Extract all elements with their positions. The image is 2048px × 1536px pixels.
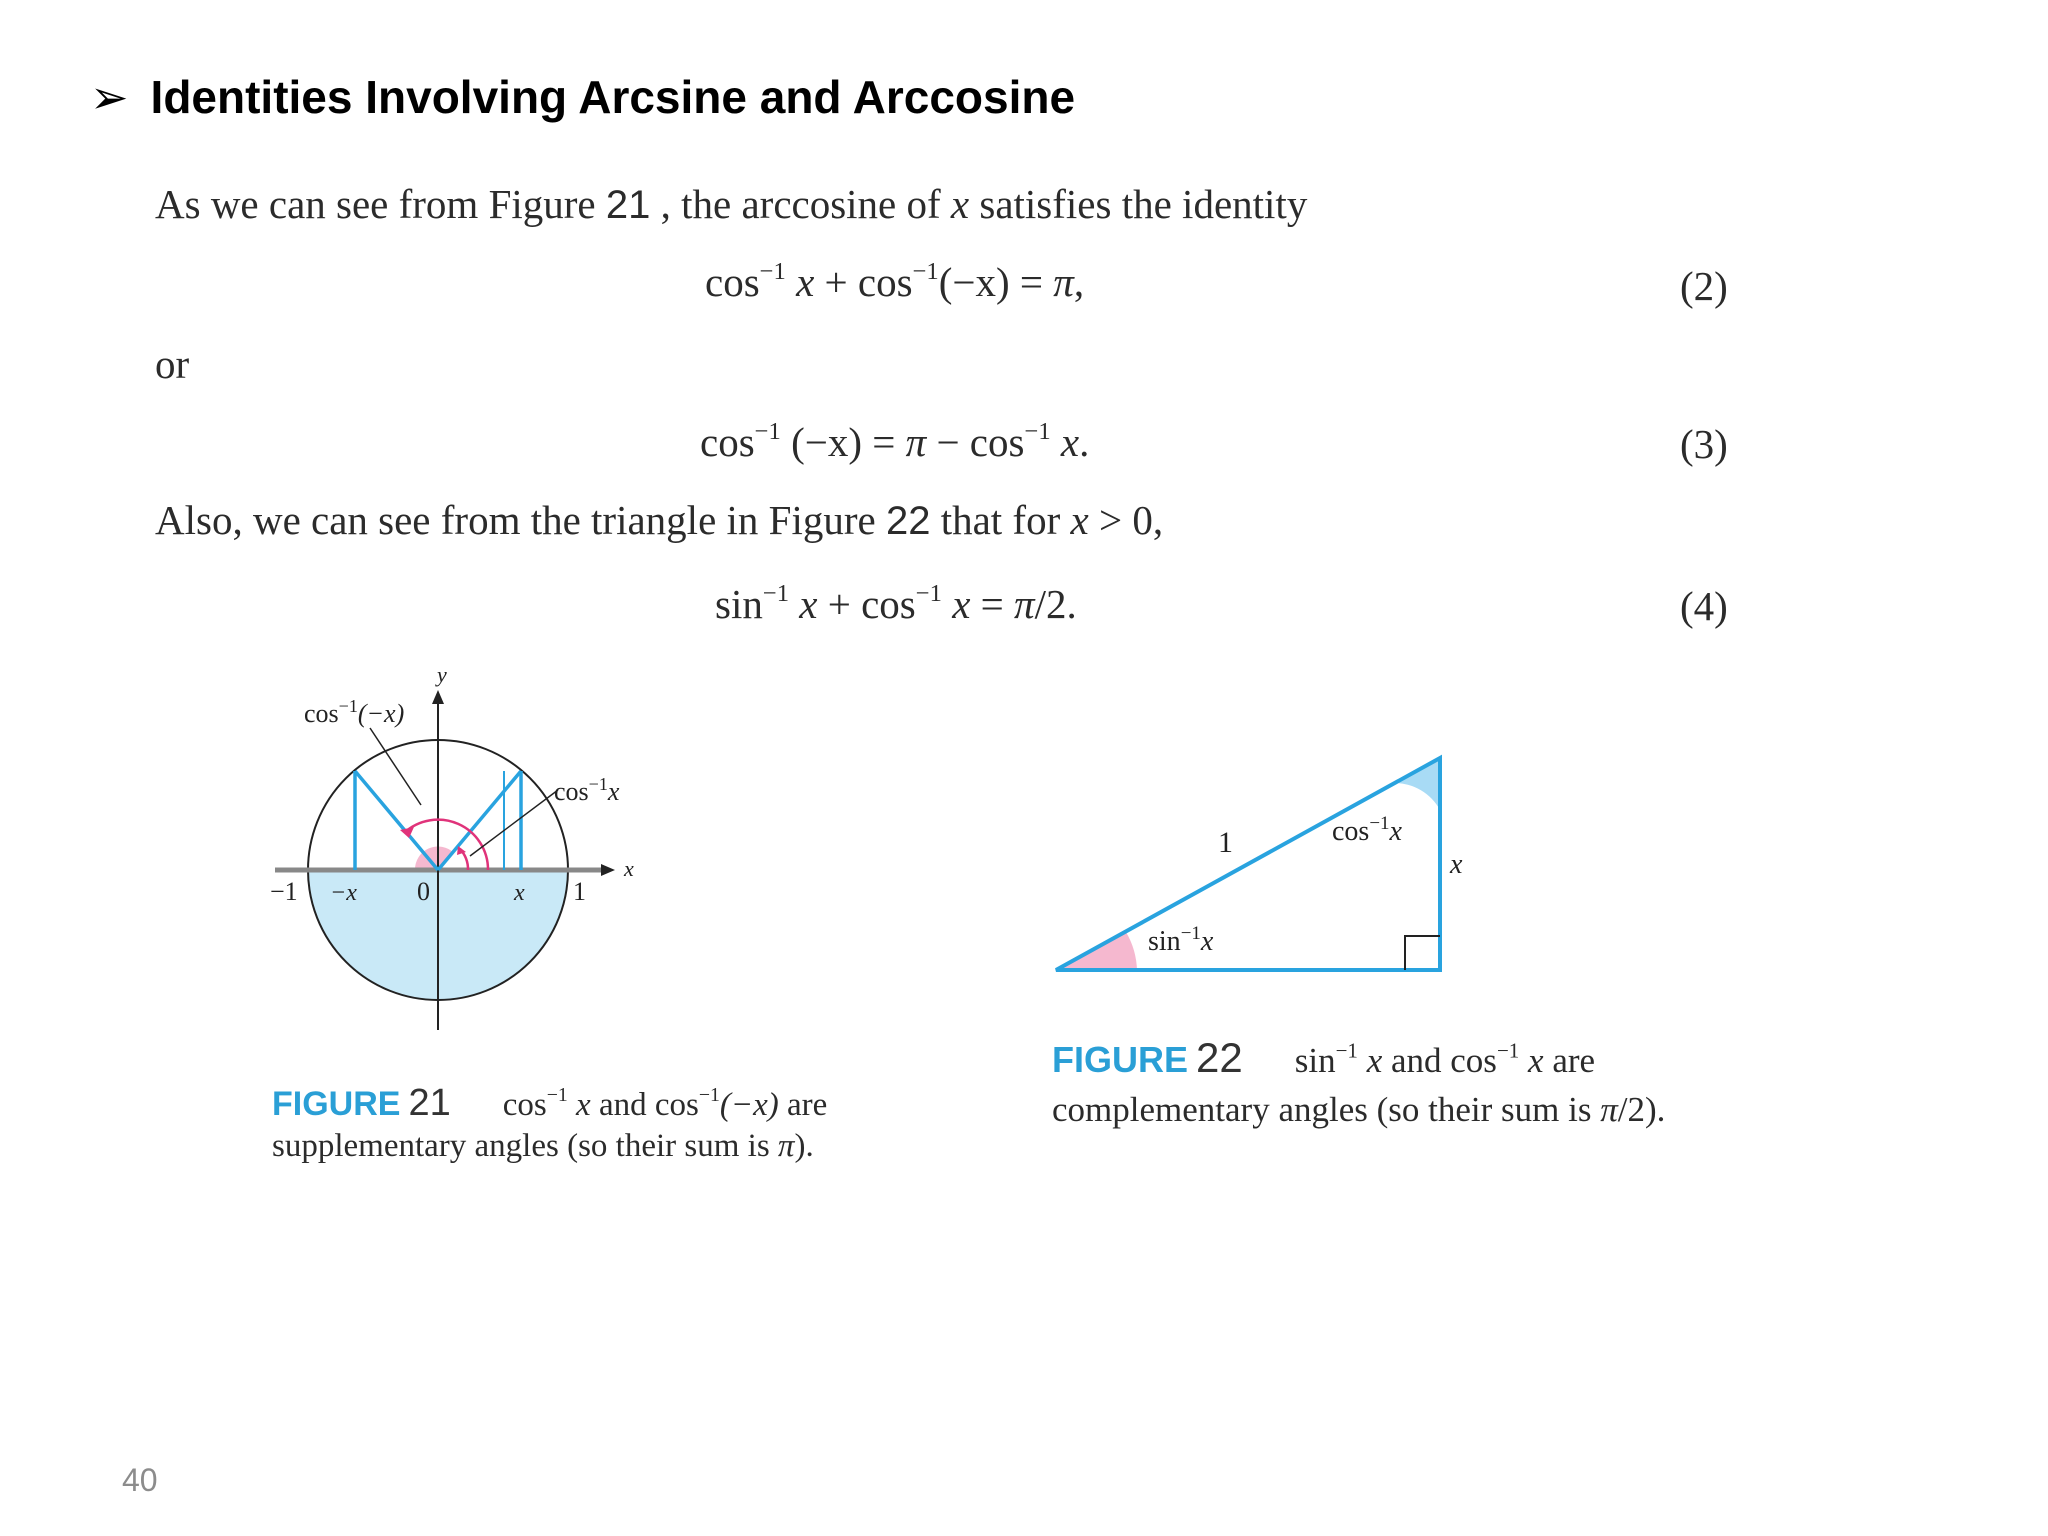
also-text-2: that for [930, 497, 1071, 543]
fig21-cap-cos: cos [502, 1087, 547, 1123]
intro-text: As we can see from Figure [155, 181, 606, 227]
fig22-cap-sin: sin [1294, 1041, 1336, 1080]
figure-22-caption-line-1 [1052, 1034, 1595, 1082]
eq3-x: x [1060, 419, 1080, 465]
fig22-cap-x: x [1366, 1041, 1383, 1080]
eq2-pi: π [1053, 259, 1074, 305]
equation-3 [700, 418, 1089, 466]
right-triangle [1056, 758, 1440, 970]
eq4-x2: x [952, 581, 971, 627]
minus-x-tick: −x [330, 880, 357, 906]
fig22-cap-pi: π [1600, 1090, 1618, 1129]
eq2-tail: , [1073, 259, 1085, 305]
equation-3-number: (3) [1680, 421, 1728, 467]
fig22-cap-exp: −1 [1335, 1038, 1358, 1063]
also-cond: > 0, [1088, 497, 1164, 543]
or-text: or [155, 341, 190, 387]
eq2-exp-2: −1 [912, 257, 939, 285]
eq4-tail: /2. [1034, 581, 1077, 627]
eq3-arg: (−x) = [780, 419, 906, 465]
heading-title: Identities Involving Arcsine and Arccosine [150, 71, 1076, 123]
eq2-arg: (−x) = [938, 259, 1054, 305]
figure-22-diagram [1040, 740, 1480, 980]
side-label: x [1450, 849, 1463, 880]
eq3-tail: . [1079, 419, 1090, 465]
arccos-label: $\cos^{-1}x$ [554, 774, 620, 806]
eq2-cos: cos [705, 259, 760, 305]
eq4-exp: −1 [762, 579, 790, 607]
one-tick: 1 [573, 877, 586, 906]
eq3-pi: π [905, 419, 927, 465]
fig22-cap-end: /2). [1617, 1090, 1666, 1129]
intro-text-3: satisfies the identity [969, 181, 1308, 227]
x-axis-label: x [624, 856, 634, 881]
hypotenuse-label: 1 [1218, 826, 1233, 859]
intro-paragraph [155, 180, 1307, 228]
fig22-cap-exp-2: −1 [1496, 1038, 1520, 1063]
fig21-cap-end: ). [794, 1128, 814, 1164]
leader-line-1 [370, 728, 421, 805]
fig21-cap-exp-2: −1 [698, 1084, 720, 1107]
eq3-cos: cos [700, 419, 755, 465]
eq2-exp: −1 [759, 257, 786, 285]
fig21-cap-pi: π [777, 1128, 795, 1164]
also-var: x [1070, 497, 1089, 543]
equation-2-number: (2) [1680, 263, 1728, 309]
equation-4-number: (4) [1680, 583, 1728, 629]
intro-var: x [950, 181, 970, 227]
eq2-x: x [796, 259, 815, 305]
fig22-cap-are: are [1543, 1041, 1596, 1080]
figure-22-number: 22 [1196, 1034, 1243, 1081]
leader-line-2 [470, 790, 558, 856]
page-number: 40 [122, 1462, 158, 1498]
slide-heading [90, 70, 1075, 124]
eq4-x: x [799, 581, 818, 627]
intro-figure-ref: 21 [605, 183, 651, 227]
figure-21-diagram [260, 650, 680, 1050]
top-angle-wedge [1394, 758, 1440, 810]
fig21-cap-and-cos: and cos [590, 1087, 699, 1123]
fig22-cap-x2: x [1528, 1041, 1544, 1080]
minus-one-tick: −1 [270, 877, 298, 906]
arccos-neg-label: $\cos^{-1}(-x)$ [304, 696, 405, 728]
arrow-bullet-icon: ➢ [90, 71, 129, 123]
right-angle-mark [1405, 936, 1440, 970]
fig21-cap-x: x [576, 1087, 591, 1123]
fig21-cap-line2: supplementary angles (so their sum is [272, 1128, 778, 1164]
figure-22-label: FIGURE [1052, 1039, 1189, 1080]
figure-22-caption-line-2 [1052, 1090, 1665, 1130]
figure-21-number: 21 [408, 1082, 451, 1124]
figure-21-caption-line-1 [272, 1082, 827, 1125]
intro-text-2: , the arccosine of [650, 181, 951, 227]
y-axis-label: y [437, 662, 447, 687]
zero-tick: 0 [417, 877, 430, 906]
equation-4 [715, 580, 1077, 628]
eq2-plus-cos: + cos [814, 259, 913, 305]
fig21-cap-exp: −1 [546, 1084, 568, 1107]
fig22-cap-and-cos: and cos [1382, 1041, 1497, 1080]
also-text: Also, we can see from the triangle in Figure [155, 497, 886, 543]
equation-2 [705, 258, 1084, 306]
figure-21-caption-line-2 [272, 1128, 814, 1165]
y-axis-arrow-icon [432, 690, 444, 704]
fig22-cap-line2: complementary angles (so their sum is [1052, 1090, 1601, 1129]
also-figure-ref: 22 [885, 499, 931, 543]
eq3-exp: −1 [754, 417, 781, 445]
eq4-sin: sin [715, 581, 763, 627]
fig21-cap-negx: (−x) [719, 1087, 779, 1123]
x-tick: x [514, 880, 525, 906]
also-paragraph [155, 496, 1163, 544]
fig21-cap-are: are [778, 1087, 828, 1123]
eq3-minus-cos: − cos [926, 419, 1025, 465]
top-angle-label: $\cos^{-1}x$ [1332, 813, 1402, 847]
eq4-plus-cos: + cos [817, 581, 916, 627]
figure-21-label: FIGURE [272, 1085, 401, 1123]
x-axis-arrow-icon [601, 864, 615, 876]
bottom-angle-label: $\sin^{-1}x$ [1148, 923, 1214, 957]
eq4-equals: = [970, 581, 1015, 627]
eq4-pi: π [1014, 581, 1035, 627]
eq3-exp-2: −1 [1024, 417, 1051, 445]
eq4-exp-2: −1 [915, 579, 942, 607]
